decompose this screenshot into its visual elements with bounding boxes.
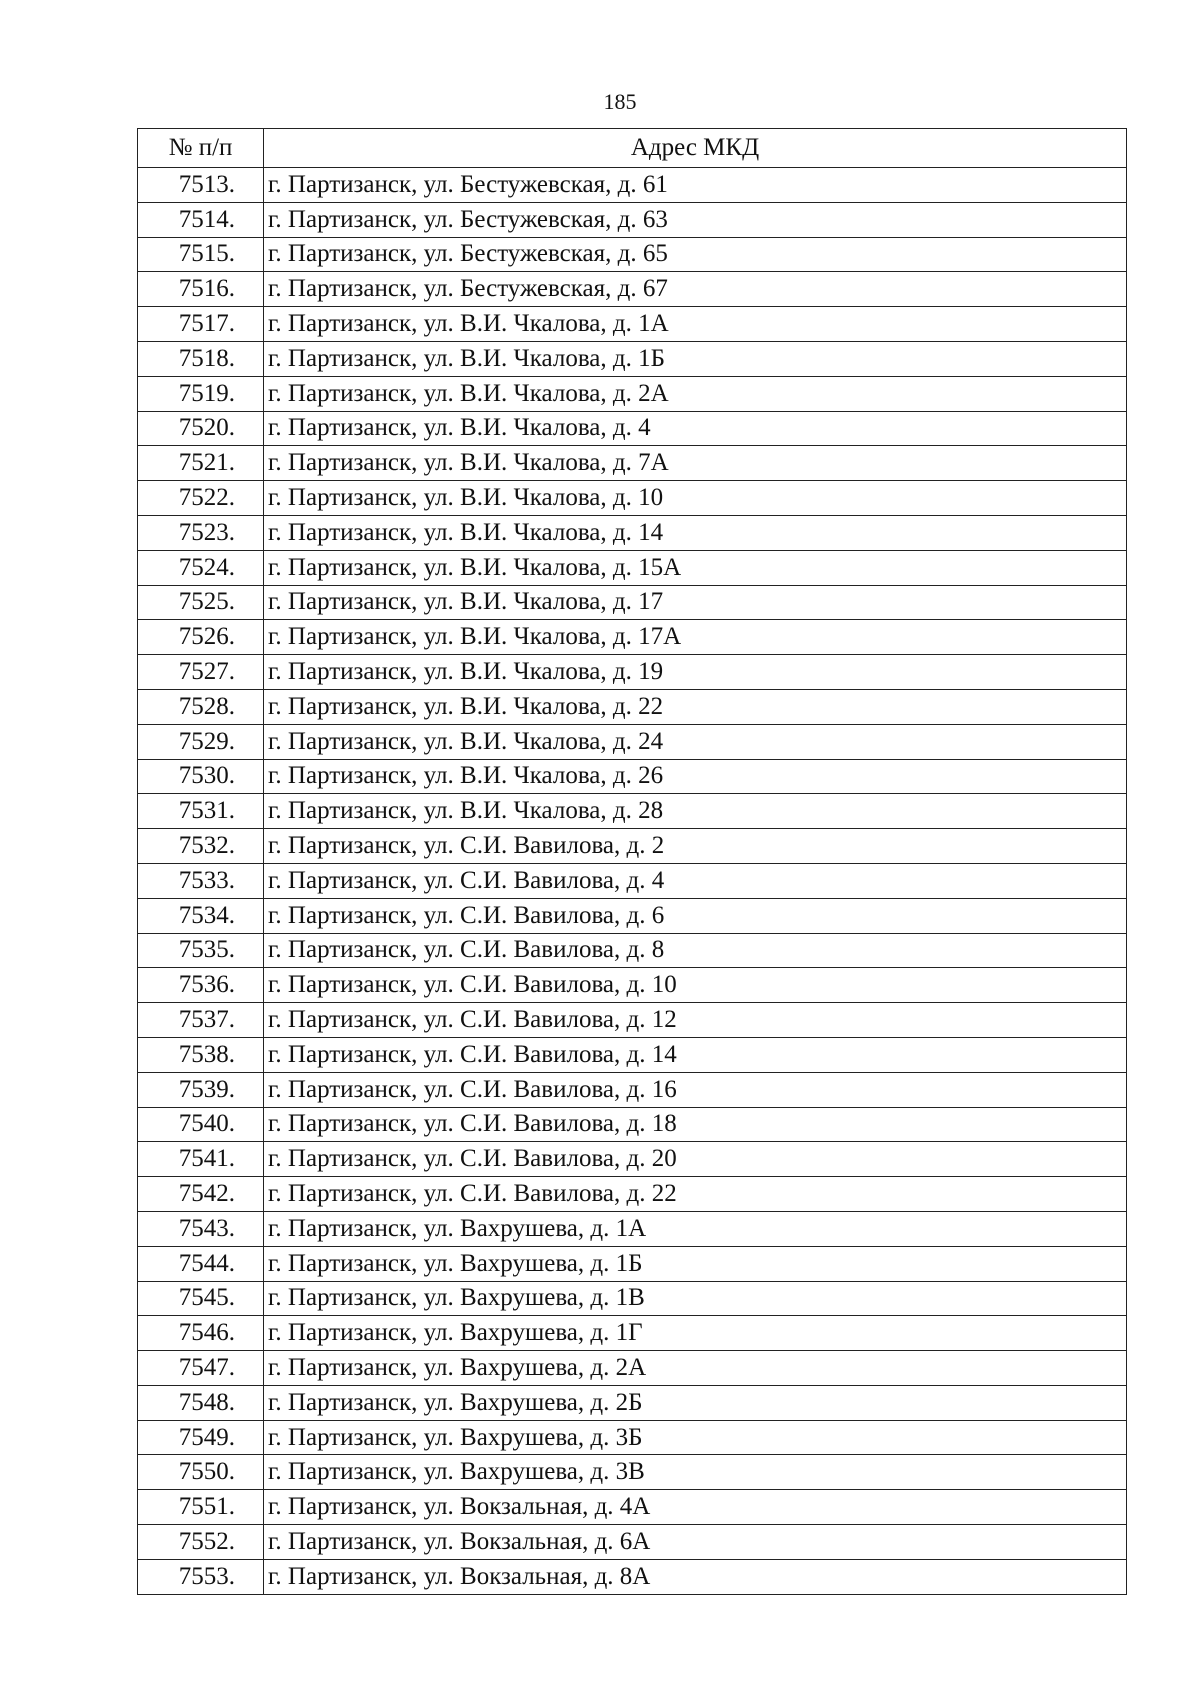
row-number: 7531. [138, 794, 264, 829]
table-row [138, 1455, 1127, 1490]
table-row [138, 550, 1127, 585]
table-row [138, 446, 1127, 481]
row-address: г. Партизанск, ул. В.И. Чкалова, д. 1А [264, 307, 1127, 342]
row-address: г. Партизанск, ул. В.И. Чкалова, д. 17 [264, 585, 1127, 620]
table-row [138, 794, 1127, 829]
table-row [138, 1385, 1127, 1420]
row-address: г. Партизанск, ул. Вокзальная, д. 6А [264, 1525, 1127, 1560]
row-number: 7551. [138, 1490, 264, 1525]
row-address: г. Партизанск, ул. Бестужевская, д. 63 [264, 202, 1127, 237]
table-row [138, 411, 1127, 446]
mkd-address-table [137, 128, 1127, 1595]
row-number: 7513. [138, 168, 264, 203]
row-address: г. Партизанск, ул. Вахрушева, д. 1А [264, 1211, 1127, 1246]
table-row [138, 829, 1127, 864]
table-row [138, 968, 1127, 1003]
table-header [138, 129, 1127, 168]
table-row [138, 1107, 1127, 1142]
row-address: г. Партизанск, ул. С.И. Вавилова, д. 14 [264, 1037, 1127, 1072]
row-number: 7525. [138, 585, 264, 620]
table-row [138, 1037, 1127, 1072]
table-row [138, 1072, 1127, 1107]
row-number: 7515. [138, 237, 264, 272]
table-row [138, 1559, 1127, 1594]
row-number: 7518. [138, 341, 264, 376]
row-address: г. Партизанск, ул. С.И. Вавилова, д. 22 [264, 1177, 1127, 1212]
row-number: 7553. [138, 1559, 264, 1594]
header-row [138, 129, 1127, 168]
table-row [138, 341, 1127, 376]
row-address: г. Партизанск, ул. С.И. Вавилова, д. 18 [264, 1107, 1127, 1142]
row-address: г. Партизанск, ул. С.И. Вавилова, д. 16 [264, 1072, 1127, 1107]
row-number: 7521. [138, 446, 264, 481]
row-number: 7522. [138, 481, 264, 516]
row-address: г. Партизанск, ул. В.И. Чкалова, д. 28 [264, 794, 1127, 829]
table-row [138, 620, 1127, 655]
row-number: 7536. [138, 968, 264, 1003]
row-address: г. Партизанск, ул. С.И. Вавилова, д. 20 [264, 1142, 1127, 1177]
table-row [138, 898, 1127, 933]
row-address: г. Партизанск, ул. С.И. Вавилова, д. 12 [264, 1003, 1127, 1038]
row-address: г. Партизанск, ул. С.И. Вавилова, д. 4 [264, 863, 1127, 898]
row-address: г. Партизанск, ул. С.И. Вавилова, д. 8 [264, 933, 1127, 968]
row-address: г. Партизанск, ул. С.И. Вавилова, д. 6 [264, 898, 1127, 933]
row-address: г. Партизанск, ул. Вокзальная, д. 4А [264, 1490, 1127, 1525]
table-body [138, 168, 1127, 1595]
table-row [138, 168, 1127, 203]
row-number: 7550. [138, 1455, 264, 1490]
table-row [138, 1316, 1127, 1351]
table-row [138, 759, 1127, 794]
table-row [138, 1211, 1127, 1246]
row-address: г. Партизанск, ул. В.И. Чкалова, д. 15А [264, 550, 1127, 585]
row-address: г. Партизанск, ул. В.И. Чкалова, д. 24 [264, 724, 1127, 759]
page-number: 185 [603, 89, 637, 114]
row-address: г. Партизанск, ул. В.И. Чкалова, д. 17А [264, 620, 1127, 655]
row-number: 7548. [138, 1385, 264, 1420]
row-number: 7543. [138, 1211, 264, 1246]
row-number: 7537. [138, 1003, 264, 1038]
table-row [138, 1246, 1127, 1281]
table-row [138, 1525, 1127, 1560]
table-row [138, 481, 1127, 516]
header-number: № п/п [138, 129, 264, 168]
table-row [138, 1351, 1127, 1386]
row-number: 7517. [138, 307, 264, 342]
table-row [138, 376, 1127, 411]
table-row [138, 1142, 1127, 1177]
row-number: 7547. [138, 1351, 264, 1386]
row-number: 7520. [138, 411, 264, 446]
row-number: 7519. [138, 376, 264, 411]
row-address: г. Партизанск, ул. В.И. Чкалова, д. 22 [264, 689, 1127, 724]
row-address: г. Партизанск, ул. Бестужевская, д. 67 [264, 272, 1127, 307]
row-number: 7541. [138, 1142, 264, 1177]
row-number: 7534. [138, 898, 264, 933]
row-number: 7523. [138, 515, 264, 550]
row-number: 7542. [138, 1177, 264, 1212]
row-number: 7540. [138, 1107, 264, 1142]
row-number: 7538. [138, 1037, 264, 1072]
row-address: г. Партизанск, ул. Вахрушева, д. 3В [264, 1455, 1127, 1490]
row-number: 7514. [138, 202, 264, 237]
row-number: 7526. [138, 620, 264, 655]
table-row [138, 307, 1127, 342]
row-number: 7529. [138, 724, 264, 759]
row-number: 7533. [138, 863, 264, 898]
table-row [138, 585, 1127, 620]
row-address: г. Партизанск, ул. Вахрушева, д. 2Б [264, 1385, 1127, 1420]
row-number: 7549. [138, 1420, 264, 1455]
row-address: г. Партизанск, ул. Вахрушева, д. 1Г [264, 1316, 1127, 1351]
row-number: 7552. [138, 1525, 264, 1560]
row-number: 7539. [138, 1072, 264, 1107]
table-row [138, 1281, 1127, 1316]
row-address: г. Партизанск, ул. В.И. Чкалова, д. 10 [264, 481, 1127, 516]
table-row [138, 689, 1127, 724]
row-address: г. Партизанск, ул. Бестужевская, д. 65 [264, 237, 1127, 272]
table-row [138, 1003, 1127, 1038]
table-row [138, 724, 1127, 759]
table-row [138, 202, 1127, 237]
row-address: г. Партизанск, ул. С.И. Вавилова, д. 2 [264, 829, 1127, 864]
row-address: г. Партизанск, ул. Вокзальная, д. 8А [264, 1559, 1127, 1594]
row-address: г. Партизанск, ул. Вахрушева, д. 1Б [264, 1246, 1127, 1281]
row-number: 7535. [138, 933, 264, 968]
row-address: г. Партизанск, ул. В.И. Чкалова, д. 4 [264, 411, 1127, 446]
row-number: 7545. [138, 1281, 264, 1316]
row-address: г. Партизанск, ул. В.И. Чкалова, д. 2А [264, 376, 1127, 411]
row-address: г. Партизанск, ул. Вахрушева, д. 2А [264, 1351, 1127, 1386]
row-address: г. Партизанск, ул. В.И. Чкалова, д. 19 [264, 655, 1127, 690]
table-row [138, 655, 1127, 690]
row-address: г. Партизанск, ул. В.И. Чкалова, д. 26 [264, 759, 1127, 794]
row-number: 7524. [138, 550, 264, 585]
row-address: г. Партизанск, ул. Вахрушева, д. 1В [264, 1281, 1127, 1316]
row-number: 7530. [138, 759, 264, 794]
row-address: г. Партизанск, ул. Вахрушева, д. 3Б [264, 1420, 1127, 1455]
table-row [138, 1420, 1127, 1455]
header-address: Адрес МКД [264, 129, 1127, 168]
table-row [138, 863, 1127, 898]
table-row [138, 1490, 1127, 1525]
row-address: г. Партизанск, ул. В.И. Чкалова, д. 1Б [264, 341, 1127, 376]
row-address: г. Партизанск, ул. В.И. Чкалова, д. 7А [264, 446, 1127, 481]
row-number: 7532. [138, 829, 264, 864]
row-number: 7544. [138, 1246, 264, 1281]
row-number: 7527. [138, 655, 264, 690]
table-row [138, 1177, 1127, 1212]
table-row [138, 933, 1127, 968]
row-number: 7546. [138, 1316, 264, 1351]
row-address: г. Партизанск, ул. С.И. Вавилова, д. 10 [264, 968, 1127, 1003]
row-address: г. Партизанск, ул. Бестужевская, д. 61 [264, 168, 1127, 203]
row-number: 7516. [138, 272, 264, 307]
row-address: г. Партизанск, ул. В.И. Чкалова, д. 14 [264, 515, 1127, 550]
table-row [138, 272, 1127, 307]
table-row [138, 515, 1127, 550]
table-row [138, 237, 1127, 272]
row-number: 7528. [138, 689, 264, 724]
